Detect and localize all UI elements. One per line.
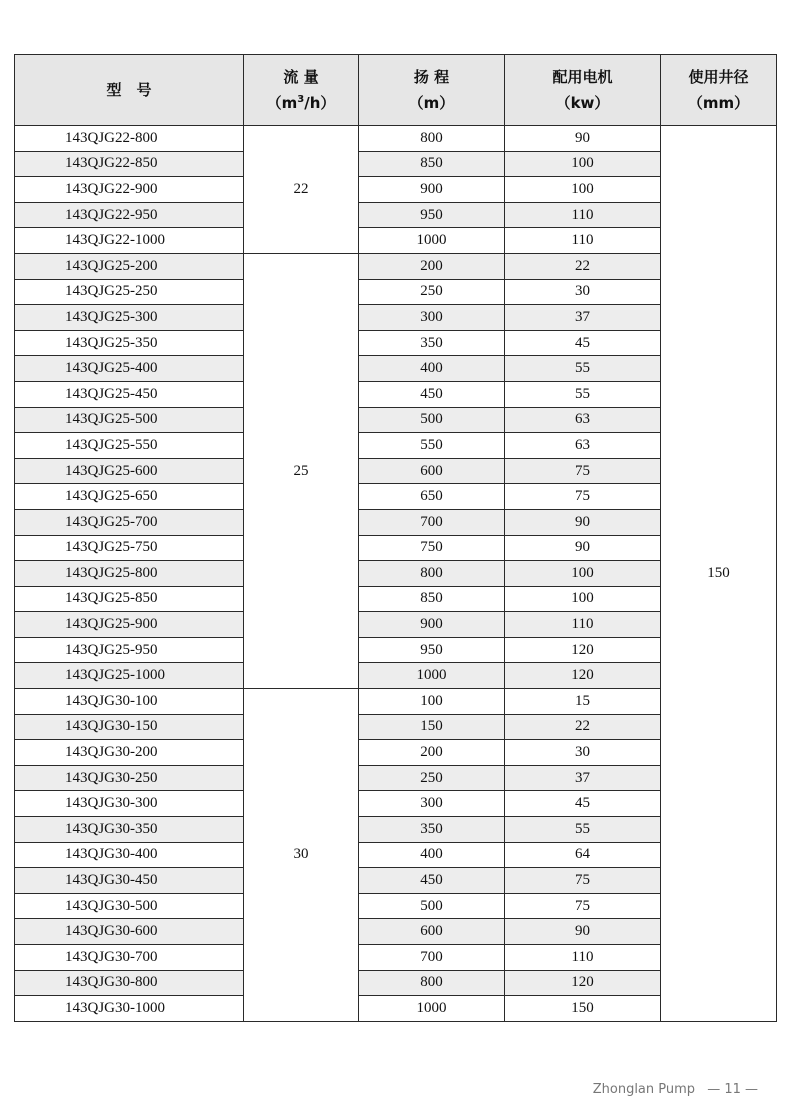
model-cell: 143QJG25-400 xyxy=(15,356,244,382)
page-footer xyxy=(585,1082,758,1097)
power-cell: 15 xyxy=(505,689,661,715)
power-cell: 75 xyxy=(505,893,661,919)
head-cell: 300 xyxy=(359,305,505,331)
head-cell: 850 xyxy=(359,151,505,177)
power-cell: 37 xyxy=(505,305,661,331)
power-cell: 120 xyxy=(505,970,661,996)
power-cell: 30 xyxy=(505,740,661,766)
model-cell: 143QJG22-800 xyxy=(15,126,244,152)
head-cell: 100 xyxy=(359,689,505,715)
model-cell: 143QJG30-700 xyxy=(15,945,244,971)
model-cell: 143QJG25-750 xyxy=(15,535,244,561)
model-cell: 143QJG30-100 xyxy=(15,689,244,715)
head-cell: 350 xyxy=(359,817,505,843)
head-cell: 1000 xyxy=(359,996,505,1022)
table-body xyxy=(15,126,777,1022)
header-well-diameter: 使用井径 （mm） xyxy=(661,55,777,126)
head-cell: 800 xyxy=(359,970,505,996)
head-cell: 450 xyxy=(359,868,505,894)
power-cell: 45 xyxy=(505,791,661,817)
power-cell: 90 xyxy=(505,535,661,561)
footer-brand: Zhonglan Pump xyxy=(592,1082,696,1097)
model-cell: 143QJG25-450 xyxy=(15,381,244,407)
power-cell: 75 xyxy=(505,458,661,484)
power-cell: 63 xyxy=(505,407,661,433)
model-cell: 143QJG22-850 xyxy=(15,151,244,177)
model-cell: 143QJG25-950 xyxy=(15,637,244,663)
head-cell: 850 xyxy=(359,586,505,612)
power-cell: 100 xyxy=(505,561,661,587)
power-cell: 45 xyxy=(505,330,661,356)
flow-group-cell: 25 xyxy=(244,253,359,688)
power-cell: 75 xyxy=(505,484,661,510)
power-cell: 55 xyxy=(505,356,661,382)
table-row xyxy=(15,126,777,152)
head-cell: 750 xyxy=(359,535,505,561)
model-cell: 143QJG25-300 xyxy=(15,305,244,331)
head-cell: 300 xyxy=(359,791,505,817)
power-cell: 150 xyxy=(505,996,661,1022)
model-cell: 143QJG22-950 xyxy=(15,202,244,228)
head-cell: 500 xyxy=(359,407,505,433)
head-cell: 350 xyxy=(359,330,505,356)
power-cell: 100 xyxy=(505,151,661,177)
model-cell: 143QJG22-900 xyxy=(15,177,244,203)
power-cell: 100 xyxy=(505,177,661,203)
model-cell: 143QJG30-400 xyxy=(15,842,244,868)
head-cell: 250 xyxy=(359,279,505,305)
model-cell: 143QJG25-1000 xyxy=(15,663,244,689)
power-cell: 22 xyxy=(505,253,661,279)
model-cell: 143QJG25-350 xyxy=(15,330,244,356)
model-cell: 143QJG30-800 xyxy=(15,970,244,996)
head-cell: 800 xyxy=(359,126,505,152)
model-cell: 143QJG30-1000 xyxy=(15,996,244,1022)
head-cell: 550 xyxy=(359,433,505,459)
head-cell: 950 xyxy=(359,202,505,228)
power-cell: 120 xyxy=(505,663,661,689)
power-cell: 110 xyxy=(505,202,661,228)
head-cell: 1000 xyxy=(359,663,505,689)
model-cell: 143QJG25-600 xyxy=(15,458,244,484)
head-cell: 150 xyxy=(359,714,505,740)
head-cell: 500 xyxy=(359,893,505,919)
pump-spec-table xyxy=(14,54,777,1022)
table-header xyxy=(15,55,777,126)
power-cell: 75 xyxy=(505,868,661,894)
model-cell: 143QJG25-550 xyxy=(15,433,244,459)
head-cell: 250 xyxy=(359,765,505,791)
power-cell: 30 xyxy=(505,279,661,305)
power-cell: 55 xyxy=(505,381,661,407)
model-cell: 143QJG30-350 xyxy=(15,817,244,843)
model-cell: 143QJG25-200 xyxy=(15,253,244,279)
power-cell: 90 xyxy=(505,126,661,152)
head-cell: 650 xyxy=(359,484,505,510)
model-cell: 143QJG25-500 xyxy=(15,407,244,433)
power-cell: 110 xyxy=(505,945,661,971)
page-number: — 11 — xyxy=(707,1082,758,1097)
power-cell: 110 xyxy=(505,612,661,638)
power-cell: 90 xyxy=(505,509,661,535)
power-cell: 110 xyxy=(505,228,661,254)
head-cell: 450 xyxy=(359,381,505,407)
power-cell: 64 xyxy=(505,842,661,868)
model-cell: 143QJG25-700 xyxy=(15,509,244,535)
head-cell: 400 xyxy=(359,356,505,382)
model-cell: 143QJG30-600 xyxy=(15,919,244,945)
power-cell: 120 xyxy=(505,637,661,663)
head-cell: 900 xyxy=(359,177,505,203)
power-cell: 90 xyxy=(505,919,661,945)
header-flow: 流 量 $(m^3/h)$ xyxy=(244,55,359,126)
head-cell: 200 xyxy=(359,740,505,766)
head-cell: 400 xyxy=(359,842,505,868)
head-cell: 700 xyxy=(359,509,505,535)
head-cell: 600 xyxy=(359,919,505,945)
model-cell: 143QJG25-850 xyxy=(15,586,244,612)
model-cell: 143QJG25-250 xyxy=(15,279,244,305)
model-cell: 143QJG25-800 xyxy=(15,561,244,587)
power-cell: 22 xyxy=(505,714,661,740)
flow-group-cell: 30 xyxy=(244,689,359,1022)
head-cell: 950 xyxy=(359,637,505,663)
model-cell: 143QJG30-500 xyxy=(15,893,244,919)
model-cell: 143QJG30-200 xyxy=(15,740,244,766)
head-cell: 900 xyxy=(359,612,505,638)
head-cell: 600 xyxy=(359,458,505,484)
power-cell: 37 xyxy=(505,765,661,791)
model-cell: 143QJG30-450 xyxy=(15,868,244,894)
model-cell: 143QJG25-900 xyxy=(15,612,244,638)
well-diameter-cell: 150 xyxy=(661,126,777,1022)
head-cell: 1000 xyxy=(359,228,505,254)
head-cell: 800 xyxy=(359,561,505,587)
header-power: 配用电机 （kw） xyxy=(505,55,661,126)
model-cell: 143QJG30-250 xyxy=(15,765,244,791)
power-cell: 63 xyxy=(505,433,661,459)
header-head: 扬 程 （m） xyxy=(359,55,505,126)
model-cell: 143QJG25-650 xyxy=(15,484,244,510)
power-cell: 100 xyxy=(505,586,661,612)
flow-group-cell: 22 xyxy=(244,126,359,254)
model-cell: 143QJG30-300 xyxy=(15,791,244,817)
power-cell: 55 xyxy=(505,817,661,843)
head-cell: 700 xyxy=(359,945,505,971)
header-model: 型 号 xyxy=(15,55,244,126)
model-cell: 143QJG22-1000 xyxy=(15,228,244,254)
model-cell: 143QJG30-150 xyxy=(15,714,244,740)
head-cell: 200 xyxy=(359,253,505,279)
